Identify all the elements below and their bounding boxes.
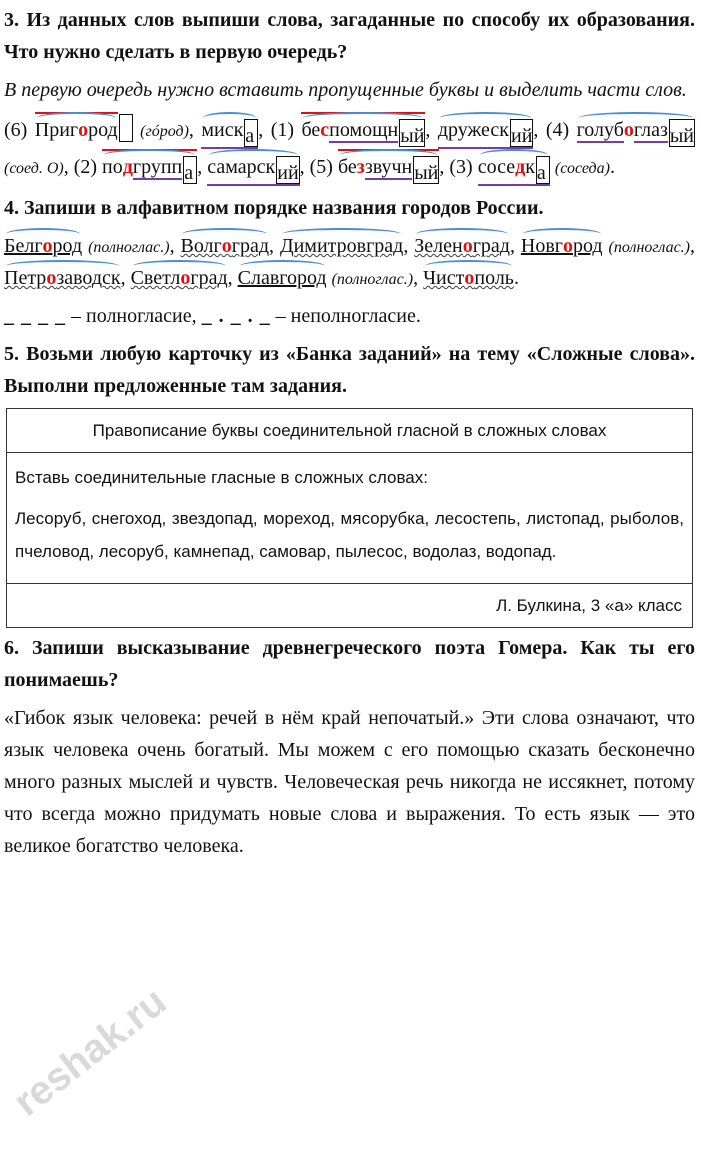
task4-legend: _ _ _ _ – полногласие, _ . _ . _ – неполногласие. [4, 305, 421, 327]
city-chistopol: Чистополь [423, 262, 514, 294]
city-petrozavodsk: Петрозаводск [4, 262, 121, 294]
watermark: reshak.ru [5, 979, 175, 1125]
task6-answer: «Гибок язык человека: речей в нём край непочатый.» Эти слова означают, что язык человека очень богатый. Мы можем с его помощью сказать бесконечно много разных мыслей и чувств. Человеческая речь никогда не иссякнет, потому что всегда можно придумать новые слова и выражения. То есть язык — это великое богатство человека. [4, 706, 695, 857]
word-bezzvuchny: беззвучн ый [338, 149, 439, 184]
word-bespomoshchny: беспомощн ый [301, 112, 425, 147]
word-miska: миск а [201, 114, 258, 149]
city-slavgorod: Славгород [238, 262, 327, 294]
card-author: Л. Булкина, 3 «а» класс [496, 595, 682, 615]
city-belgorod: Белгород [4, 230, 82, 262]
card-words: Лесоруб, снегоход, звездопад, мореход, мясорубка, лесостепь, листопад, рыболов, пчеловод, лесоруб, камнепад, самовар, пылесос, водолаз, водопад. [15, 509, 684, 562]
task4-cities: Белгород (полноглас.), Волгоград, Димитровград, Зеленоград, Новгород (полноглас.), Петрозаводск, Светлоград, Славгород (полноглас.), Чистополь. [4, 230, 695, 294]
word-samarsky: самарск ий [207, 151, 299, 186]
card-instruction: Вставь соединительные гласные в сложных словах: [15, 468, 428, 488]
city-dimitrovgrad: Димитровград [280, 230, 403, 262]
card-title: Правописание буквы соединительной гласной в сложных словах [7, 409, 692, 453]
word-podgruppa: подгрупп а [102, 149, 197, 184]
city-zelenograd: Зеленоград [414, 230, 510, 262]
ending-box [119, 114, 133, 142]
task-card [6, 408, 693, 628]
city-svetlograd: Светлоград [131, 262, 228, 294]
word-druzhesky: дружеск ий [438, 114, 534, 149]
task3-question: 3. Из данных слов выпиши слова, загаданные по способу их образования. Что нужно сделать в первую очередь? [4, 9, 695, 63]
city-volgograd: Волгоград [180, 230, 269, 262]
task3-words: (6) Пригород (гóрод), миск а , (1) беспомощн ый, дружеск ий, (4) голубоглаз ый (соед. О), (2) подгрупп а , самарск ий, (5) беззвучн ый, (3) соседк а (соседа). [4, 112, 695, 186]
word-goluboglazy: голубоглаз ый [577, 114, 695, 147]
city-novgorod: Новгород [521, 230, 603, 262]
word-prigorod: Пригород [35, 112, 118, 146]
card-body [7, 453, 692, 583]
task5-question: 5. Возьми любую карточку из «Банка заданий» на тему «Сложные слова». Выполни предложенные там задания. [4, 343, 695, 397]
task4-question: 4. Запиши в алфавитном порядке названия городов России. [4, 197, 544, 219]
task3-answer: В первую очередь нужно вставить пропущенные буквы и выделить части слов. [4, 79, 687, 101]
task6-question: 6. Запиши высказывание древнегреческого поэта Гомера. Как ты его понимаешь? [4, 636, 695, 691]
word-sosedka: соседк а [478, 151, 550, 186]
